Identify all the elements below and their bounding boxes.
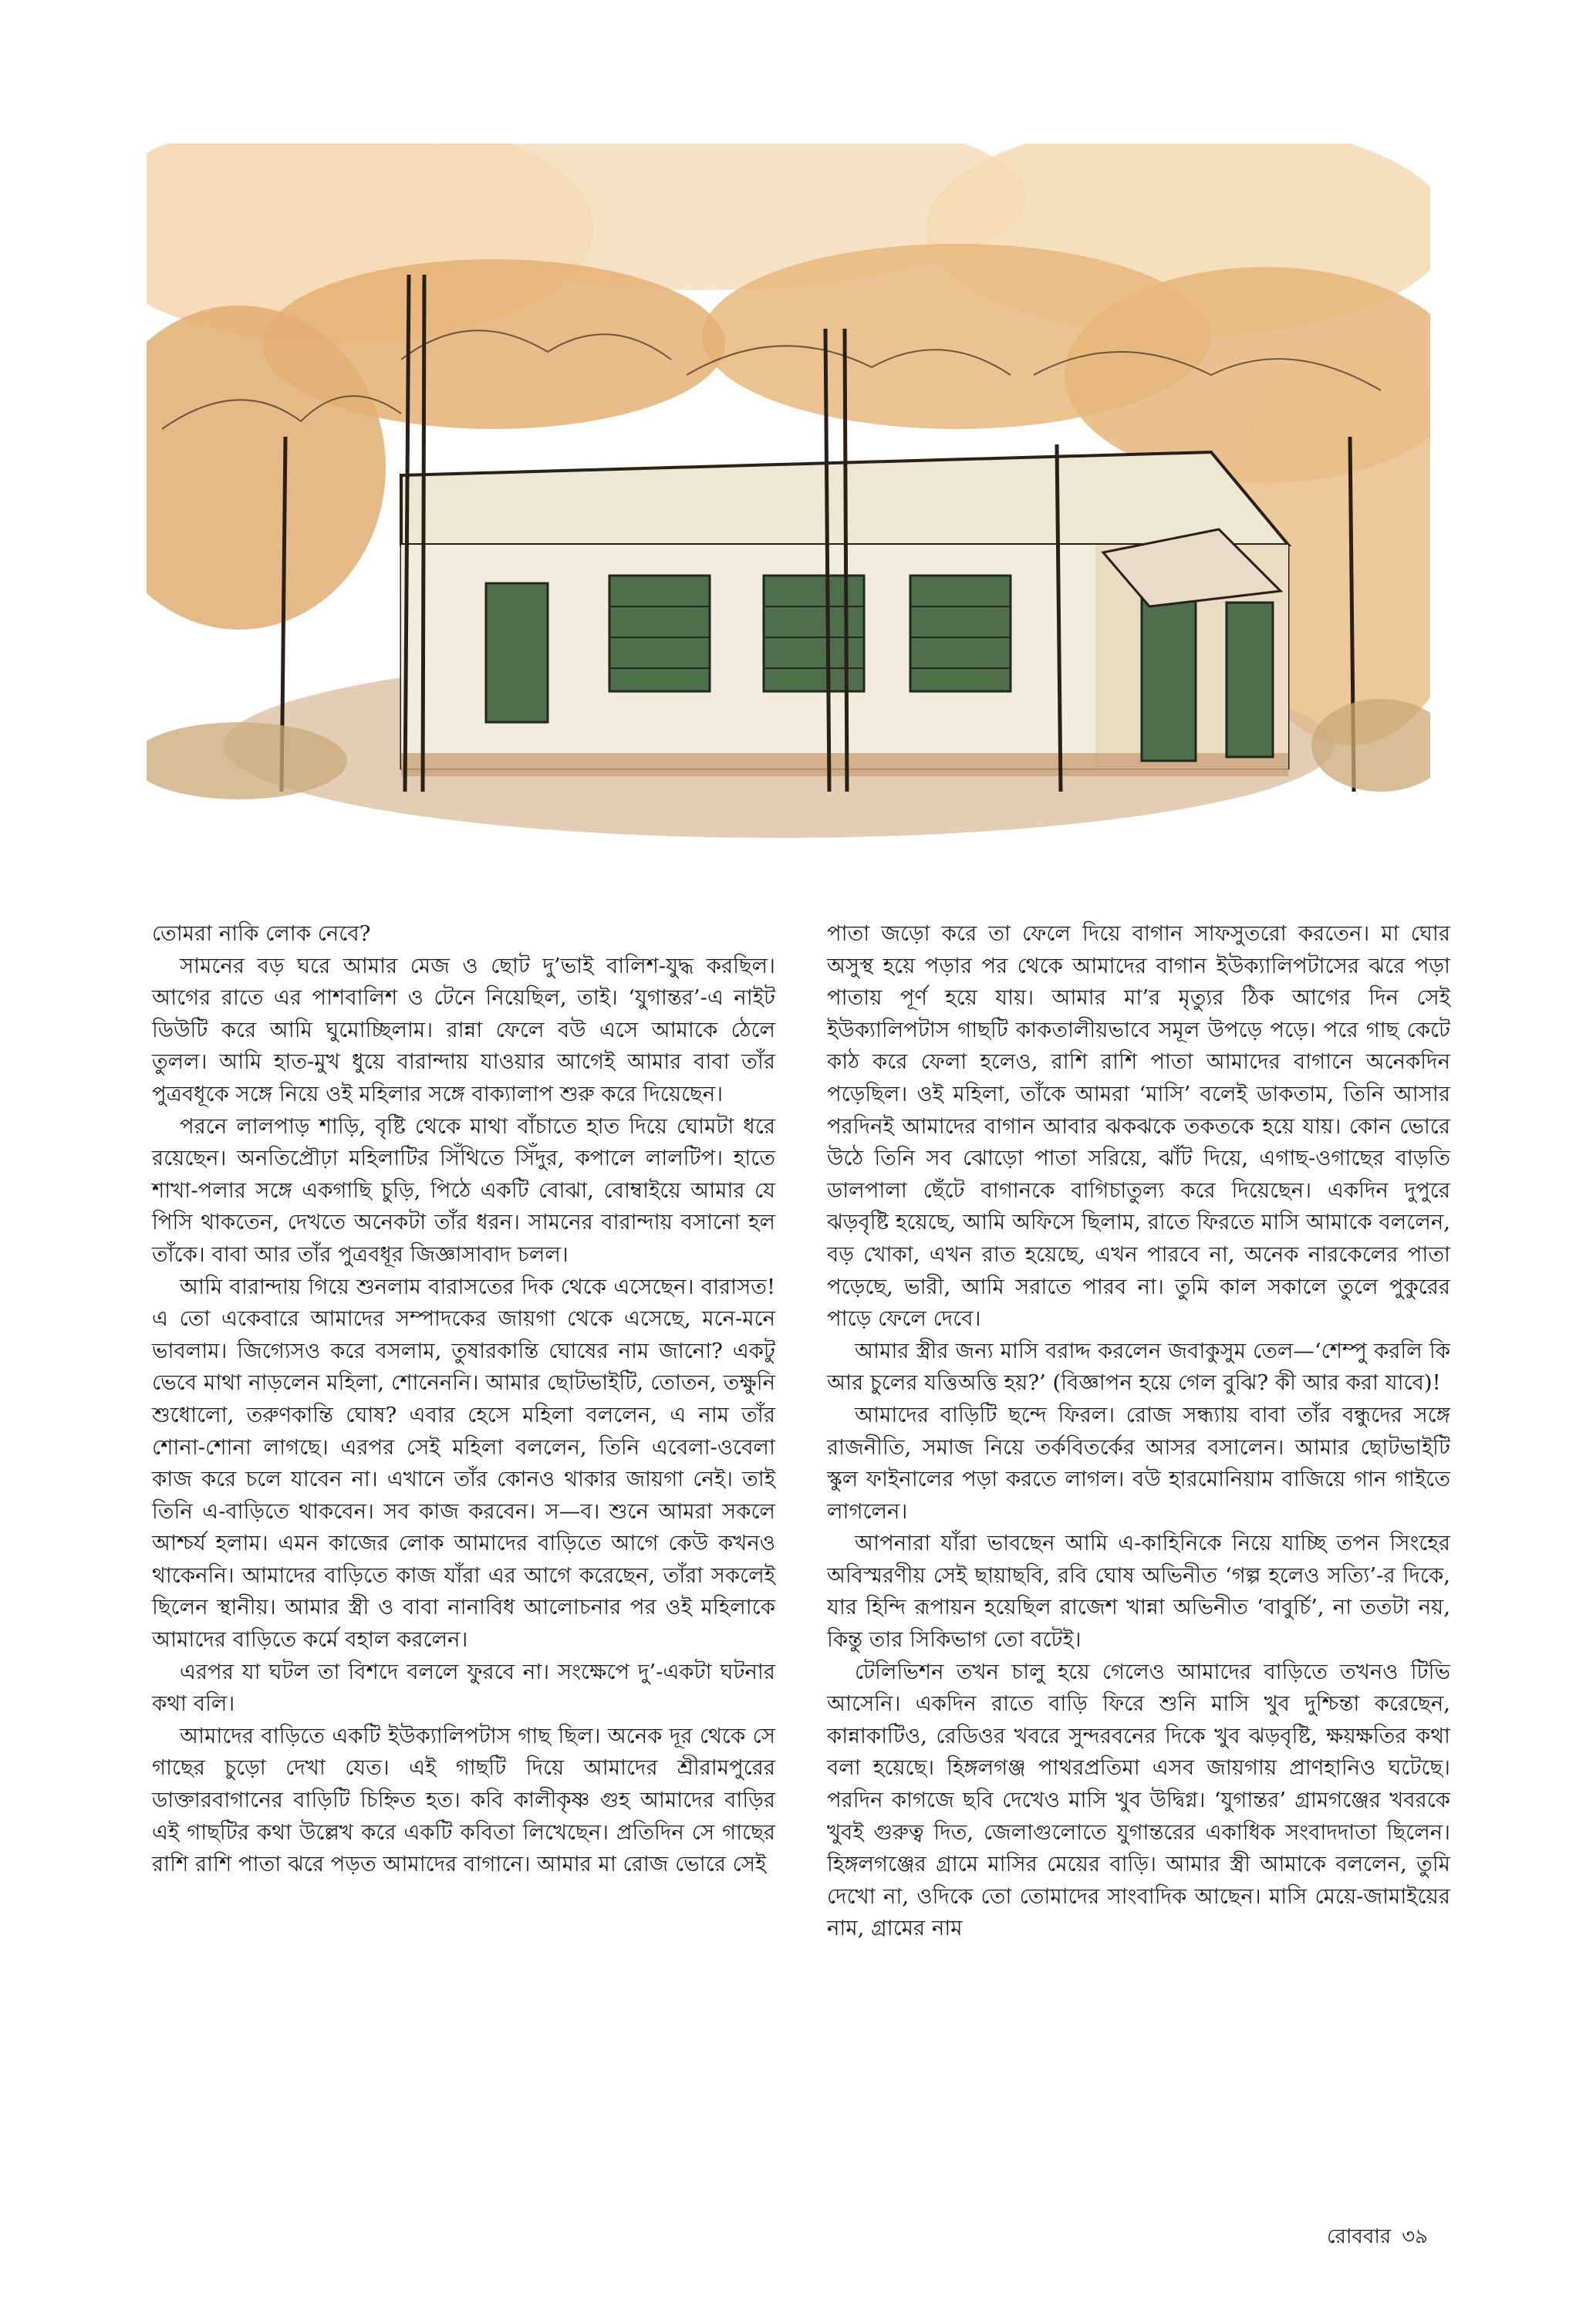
paragraph: সামনের বড় ঘরে আমার মেজ ও ছোট দু’ভাই বালিশ-যুদ্ধ করছিল। আগের রাতে এর পাশবালিশ ও টেনে নিয়েছিল, তাই। ‘যুগান্তর’-এ নাইট ডিউটি করে আমি ঘুমোচ্ছিলাম। রান্না ফেলে বউ এসে আমাকে ঠেলে তুলল। আমি হাত-মুখ ধুয়ে বারান্দায় যাওয়ার আগেই আমার বাবা তাঁর পুত্রবধূকে সঙ্গে নিয়ে ওই মহিলার সঙ্গে বাক্যালাপ শুরু করে দিয়েছেন। — [152, 953, 775, 1106]
paragraph: আমার স্ত্রীর জন্য মাসি বরাদ্দ করলেন জবাকুসুম তেল—‘শেম্পু করলি কি আর চুলের যত্তিঅত্তি হয়?’ (বিজ্ঞাপন হয়ে গেল বুঝি? কী আর করা যাবে)! — [827, 1338, 1450, 1396]
article-left-column — [152, 918, 775, 1881]
paragraph: পরনে লালপাড় শাড়ি, বৃষ্টি থেকে মাথা বাঁচাতে হাত দিয়ে ঘোমটা ধরে রয়েছেন। অনতিপ্রৌঢ়া মহিলাটির সিঁথিতে সিঁদুর, কপালে লালটিপ। হাতে শাখা-পলার সঙ্গে একগাছি চুড়ি, পিঠে একটি বোঝা, বোম্বাইয়ে আমার যে পিসি থাকতেন, দেখতে অনেকটা তাঁর ধরন। সামনের বারান্দায় বসানো হল তাঁকে। বাবা আর তাঁর পুত্রবধূর জিজ্ঞাসাবাদ চলল। — [152, 1113, 775, 1267]
paragraph: আপনারা যাঁরা ভাবছেন আমি এ-কাহিনিকে নিয়ে যাচ্ছি তপন সিংহের অবিস্মরণীয় সেই ছায়াছবি, রবি ঘোষ অভিনীত ‘গল্প হলেও সত্যি’-র দিকে, যার হিন্দি রূপায়ন হয়েছিল রাজেশ খান্না অভিনীত ‘বাবুর্চি’, না ততটা নয়, কিন্তু তার সিকিভাগ তো বটেই। — [827, 1531, 1450, 1653]
magazine-name: রোববার — [1327, 2225, 1392, 2248]
paragraph: এরপর যা ঘটল তা বিশদে বললে ফুরবে না। সংক্ষেপে দু’-একটা ঘটনার কথা বলি। — [152, 1659, 775, 1717]
article-right-column — [827, 918, 1450, 1945]
paragraph: তোমরা নাকি লোক নেবে? — [152, 921, 371, 946]
house-illustration — [147, 144, 1430, 838]
paragraph: আমাদের বাড়িতে একটি ইউক্যালিপটাস গাছ ছিল। অনেক দূর থেকে সে গাছের চুড়ো দেখা যেত। এই গাছটি দিয়ে আমাদের শ্রীরামপুরের ডাক্তারবাগানের বাড়িটি চিহ্নিত হত। কবি কালীকৃষ্ণ গুহ আমাদের বাড়ির এই গাছটির কথা উল্লেখ করে একটি কবিতা লিখেছেন। প্রতিদিন সে গাছের রাশি রাশি পাতা ঝরে পড়ত আমাদের বাগানে। আমার মা রোজ ভোরে সেই — [152, 1723, 775, 1877]
paragraph: আমাদের বাড়িটি ছন্দে ফিরল। রোজ সন্ধ্যায় বাবা তাঁর বন্ধুদের সঙ্গে রাজনীতি, সমাজ নিয়ে তর্কবিতর্কের আসর বসালেন। আমার ছোটভাইটি স্কুল ফাইনালের পড়া করতে লাগল। বউ হারমোনিয়াম বাজিয়ে গান গাইতে লাগলেন। — [827, 1402, 1450, 1524]
paragraph: পাতা জড়ো করে তা ফেলে দিয়ে বাগান সাফসুতরো করতেন। মা ঘোর অসুস্থ হয়ে পড়ার পর থেকে আমাদের বাগান ইউক্যালিপটাসের ঝরে পড়া পাতায় পূর্ণ হয়ে যায়। আমার মা’র মৃত্যুর ঠিক আগের দিন সেই ইউক্যালিপটাস গাছটি কাকতালীয়ভাবে সমূল উপড়ে পড়ে। পরে গাছ কেটে কাঠ করে ফেলা হলেও, রাশি রাশি পাতা আমাদের বাগানে অনেকদিন পড়েছিল। ওই মহিলা, তাঁকে আমরা ‘মাসি’ বলেই ডাকতাম, তিনি আসার পরদিনই আমাদের বাগান আবার ঝকঝকে তকতকে হয়ে যায়। কোন ভোরে উঠে তিনি সব ঝোড়ো পাতা সরিয়ে, ঝাঁট দিয়ে, এগাছ-ওগাছের বাড়তি ডালপালা ছেঁটে বাগানকে বাগিচাতুল্য করে দিয়েছেন। একদিন দুপুরে ঝড়বৃষ্টি হয়েছে, আমি অফিসে ছিলাম, রাতে ফিরতে মাসি আমাকে বললেন, বড় খোকা, এখন রাত হয়েছে, এখন পারবে না, অনেক নারকেলের পাতা পড়েছে, ভারী, আমি সরাতে পারব না। তুমি কাল সকালে তুলে পুকুরের পাড়ে ফেলে দেবে। — [827, 921, 1450, 1332]
paragraph: টেলিভিশন তখন চালু হয়ে গেলেও আমাদের বাড়িতে তখনও টিভি আসেনি। একদিন রাতে বাড়ি ফিরে শুনি মাসি খুব দুশ্চিন্তা করেছেন, কান্নাকাটিও, রেডিওর খবরে সুন্দরবনের দিকে খুব ঝড়বৃষ্টি, ক্ষয়ক্ষতির কথা বলা হয়েছে। হিঙ্গলগঞ্জ পাথরপ্রতিমা এসব জায়গায় প্রাণহানিও ঘটেছে। পরদিন কাগজে ছবি দেখেও মাসি খুব উদ্বিগ্ন। ‘যুগান্তর’ গ্রামগঞ্জের খবরকে খুবই গুরুত্ব দিত, জেলাগুলোতে যুগান্তরের একাধিক সংবাদদাতা ছিলেন। হিঙ্গলগঞ্জের গ্রামে মাসির মেয়ের বাড়ি। আমার স্ত্রী আমাকে বললেন, তুমি দেখো না, ওদিকে তো তোমাদের সাংবাদিক আছেন। মাসি মেয়ে-জামাইয়ের নাম, গ্রামের নাম — [827, 1659, 1450, 1941]
page-footer — [1316, 2221, 1428, 2255]
page-number: ৩৯ — [1402, 2225, 1428, 2248]
paragraph: আমি বারান্দায় গিয়ে শুনলাম বারাসতের দিক থেকে এসেছেন। বারাসত! এ তো একেবারে আমাদের সম্পাদকের জায়গা থেকে এসেছে, মনে-মনে ভাবলাম। জিগ্যেসও করে বসলাম, তুষারকান্তি ঘোষের নাম জানো? একটু ভেবে মাথা নাড়লেন মহিলা, শোনেননি। আমার ছোটভাইটি, তোতন, তক্ষুনি শুধোলো, তরুণকান্তি ঘোষ? এবার হেসে মহিলা বললেন, এ নাম তাঁর শোনা-শোনা লাগছে। এরপর সেই মহিলা বললেন, তিনি এবেলা-ওবেলা কাজ করে চলে যাবেন না। এখানে তাঁর কোনও থাকার জায়গা নেই। তাই তিনি এ-বাড়িতে থাকবেন। সব কাজ করবেন। স—ব। শুনে আমরা সকলে আশ্চর্য হলাম। এমন কাজের লোক আমাদের বাড়িতে আগে কেউ কখনও থাকেননি। আমাদের বাড়িতে কাজ যাঁরা এর আগে করেছেন, তাঁরা সকলেই ছিলেন স্থানীয়। আমার স্ত্রী ও বাবা নানাবিধ আলোচনার পর ওই মহিলাকে আমাদের বাড়িতে কর্মে বহাল করলেন। — [152, 1274, 776, 1653]
